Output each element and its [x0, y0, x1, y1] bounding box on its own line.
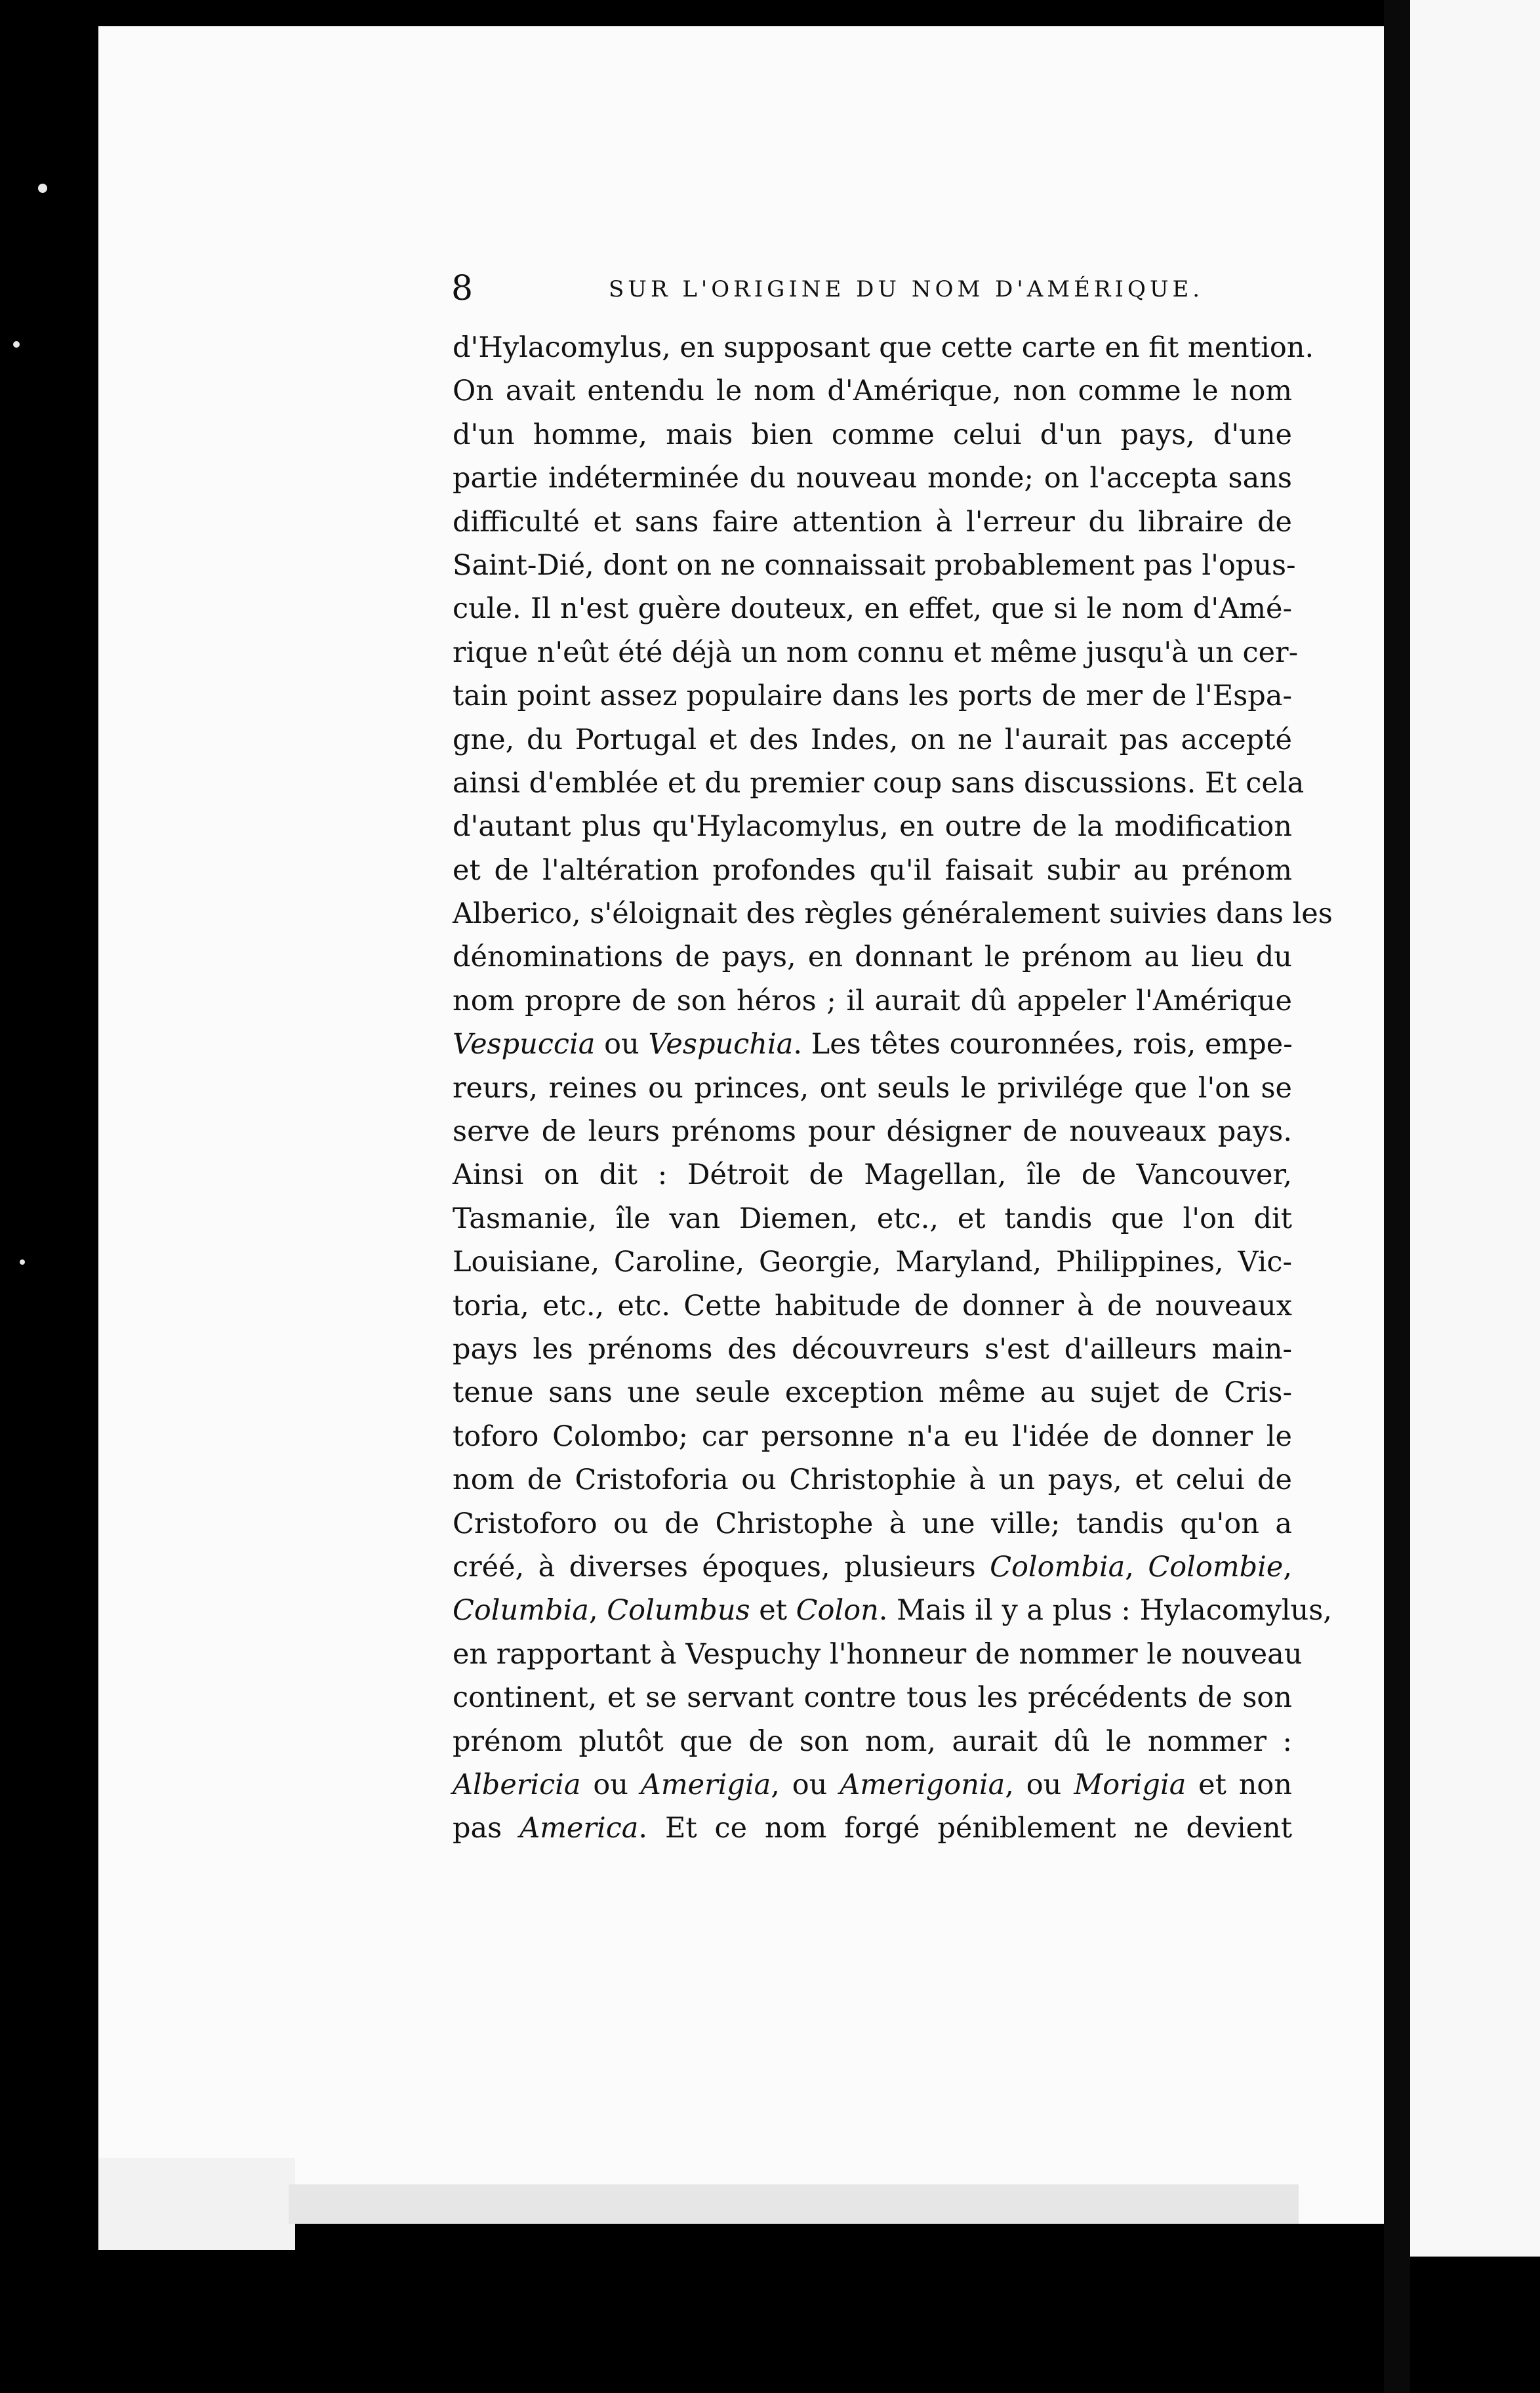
text-line: ainsi d'emblée et du premier coup sans discussions. Et cela: [453, 766, 1305, 800]
dust-speck: [13, 341, 20, 348]
text-line: rique n'eût été déjà un nom connu et même jusqu'à un cer-: [453, 636, 1299, 669]
dust-speck: [38, 184, 47, 193]
text-line: Albericia ou Amerigia, ou Amerigonia, ou Morigia et non: [453, 1768, 1292, 1801]
text-line: toforo Colombo; car personne n'a eu l'idée de donner le: [453, 1420, 1292, 1453]
text-line: Ainsi on dit : Détroit de Magellan, île de Vancouver,: [453, 1158, 1292, 1192]
text-line: Vespuccia ou Vespuchia. Les têtes couronnées, rois, empe-: [453, 1028, 1293, 1061]
text-line: partie indéterminée du nouveau monde; on l'accepta sans: [453, 462, 1292, 495]
text-line: Tasmanie, île van Diemen, etc., et tandis que l'on dit: [453, 1202, 1292, 1235]
text-line: Saint-Dié, dont on ne connaissait probablement pas l'opus-: [453, 548, 1296, 582]
text-line: d'autant plus qu'Hylacomylus, en outre de la modification: [453, 810, 1292, 844]
text-line: toria, etc., etc. Cette habitude de donner à de nouveaux: [453, 1289, 1292, 1322]
text-line: créé, à diverses époques, plusieurs Colombia, Colombie,: [453, 1550, 1292, 1584]
text-line: continent, et se servant contre tous les précédents de son: [453, 1681, 1292, 1715]
book-gutter: [1384, 0, 1410, 2393]
text-line: nom propre de son héros ; il aurait dû appeler l'Amérique: [453, 984, 1292, 1017]
text-line: gne, du Portugal et des Indes, on ne l'aurait pas accepté: [453, 723, 1292, 756]
text-line: d'Hylacomylus, en supposant que cette carte en fit mention.: [453, 331, 1314, 364]
text-line: Louisiane, Caroline, Georgie, Maryland, Philippines, Vic-: [453, 1246, 1292, 1279]
text-line: Columbia, Columbus et Colon. Mais il y a plus : Hylacomylus,: [453, 1594, 1332, 1627]
text-line: prénom plutôt que de son nom, aurait dû le nommer :: [453, 1725, 1292, 1758]
body-text: [453, 326, 1333, 1851]
text-line: d'un homme, mais bien comme celui d'un pays, d'une: [453, 418, 1292, 451]
text-line: et de l'altération profondes qu'il faisait subir au prénom: [453, 853, 1292, 887]
facing-page: [1410, 0, 1540, 2257]
text-line: tain point assez populaire dans les ports de mer de l'Espa-: [453, 680, 1292, 713]
text-line: difficulté et sans faire attention à l'erreur du libraire de: [453, 505, 1292, 539]
text-line: en rapportant à Vespuchy l'honneur de nommer le nouveau: [453, 1637, 1303, 1671]
text-line: pas America. Et ce nom forgé péniblement ne devient: [453, 1812, 1292, 1845]
text-line: cule. Il n'est guère douteux, en effet, que si le nom d'Amé-: [453, 592, 1292, 626]
text-line: serve de leurs prénoms pour désigner de nouveaux pays.: [453, 1115, 1292, 1149]
page-bottom-edge: [289, 2184, 1299, 2224]
running-head: SUR L'ORIGINE DU NOM D'AMÉRIQUE.: [609, 276, 1204, 302]
text-line: pays les prénoms des découvreurs s'est d'ailleurs main-: [453, 1332, 1292, 1366]
text-line: dénominations de pays, en donnant le prénom au lieu du: [453, 941, 1292, 974]
page-header: [451, 266, 1297, 312]
text-line: Cristoforo ou de Christophe à une ville; tandis qu'on a: [453, 1507, 1292, 1540]
page-number: 8: [451, 269, 474, 308]
text-line: nom de Cristoforia ou Christophie à un pays, et celui de: [453, 1463, 1292, 1497]
dust-speck: [20, 1259, 25, 1265]
page-curl: [98, 2158, 295, 2250]
text-line: tenue sans une seule exception même au sujet de Cris-: [453, 1376, 1292, 1410]
text-line: reurs, reines ou princes, ont seuls le privilége que l'on se: [453, 1071, 1292, 1105]
text-line: On avait entendu le nom d'Amérique, non comme le nom: [453, 375, 1292, 408]
text-line: Alberico, s'éloignait des règles généralement suivies dans les: [453, 897, 1333, 931]
